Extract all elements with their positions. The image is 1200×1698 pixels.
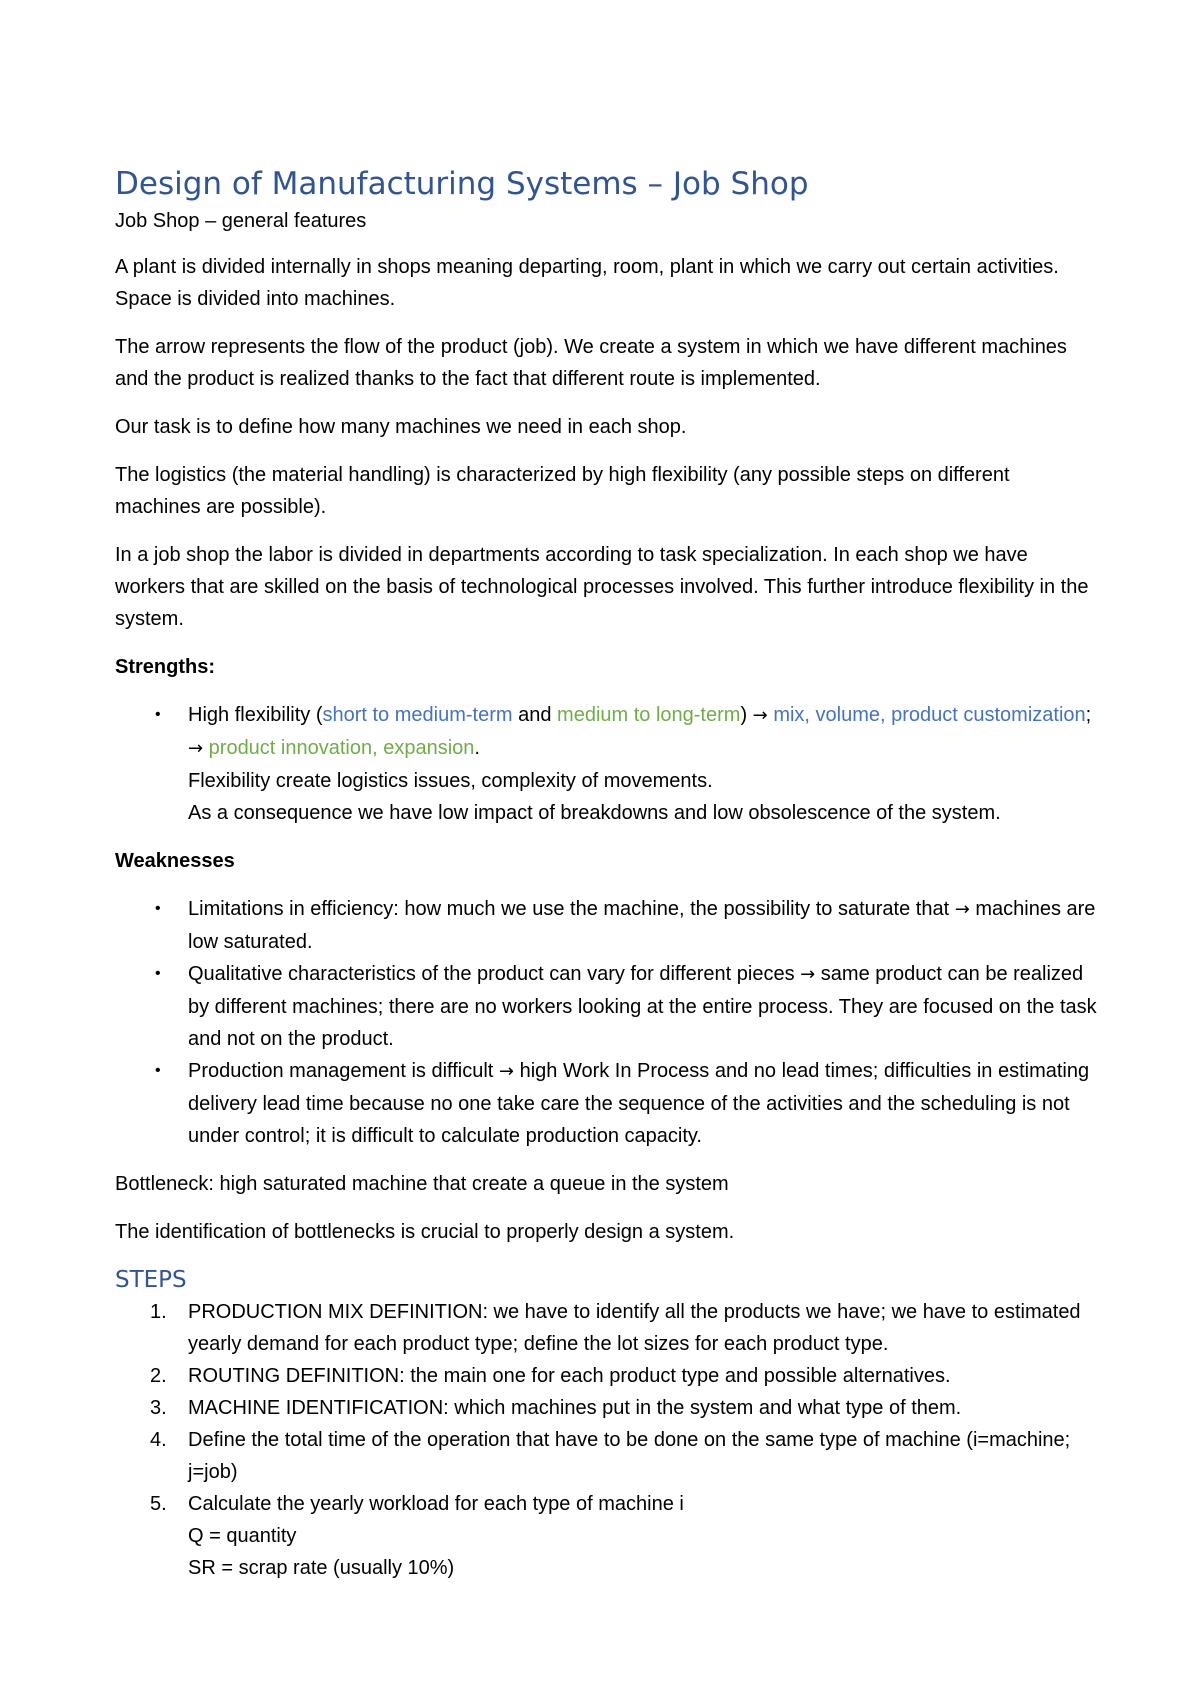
arrow-right-icon: →	[954, 899, 970, 920]
strength-text-and: and	[512, 704, 558, 726]
step-sub-line-scrap-rate: SR = scrap rate (usually 10%)	[188, 1557, 455, 1579]
weakness-text: Limitations in efficiency: how much we use the machine, the possibility to saturate that	[188, 898, 955, 920]
document-title: Design of Manufacturing Systems – Job Shop	[115, 166, 809, 202]
steps-heading: STEPS	[115, 1267, 187, 1293]
green-outcome-text: product innovation, expansion	[208, 737, 475, 759]
step-number: 5.	[150, 1493, 167, 1515]
document-page	[115, 165, 1100, 1600]
list-item	[115, 1392, 1100, 1424]
step-text: ROUTING DEFINITION: the main one for each product type and possible alternatives.	[188, 1365, 951, 1387]
weaknesses-list	[115, 893, 1100, 1152]
weakness-text: Qualitative characteristics of the product can vary for different pieces	[188, 963, 801, 985]
paragraph-task: Our task is to define how many machines we need in each shop.	[115, 416, 687, 438]
weaknesses-heading: Weaknesses	[115, 850, 235, 872]
step-text: MACHINE IDENTIFICATION: which machines put in the system and what type of them.	[188, 1397, 962, 1419]
arrow-right-icon: →	[188, 738, 204, 759]
step-number: 4.	[150, 1429, 167, 1451]
step-number: 2.	[150, 1365, 167, 1387]
step-number: 1.	[150, 1301, 167, 1323]
bullet-icon: •	[155, 1062, 161, 1079]
strength-text-prefix: High flexibility (	[188, 704, 323, 726]
paragraph-product-flow: The arrow represents the flow of the product (job). We create a system in which we have different machines and the product is realized thanks to the fact that different route is implemented.	[115, 336, 1067, 390]
list-item	[115, 1296, 1100, 1360]
section-subtitle: Job Shop – general features	[115, 210, 367, 232]
bullet-icon: •	[155, 706, 161, 723]
blue-outcome-text: mix, volume, product customization	[773, 704, 1086, 726]
weakness-text: Production management is difficult	[188, 1060, 499, 1082]
paragraph-bottleneck-identification: The identification of bottlenecks is crucial to properly design a system.	[115, 1221, 735, 1243]
arrow-right-icon: →	[498, 1061, 515, 1082]
strengths-list	[115, 699, 1100, 829]
arrow-right-icon: →	[752, 705, 768, 726]
step-text: Define the total time of the operation that have to be done on the same type of machine (i=machine; j=job)	[188, 1429, 1071, 1483]
paragraph-logistics: The logistics (the material handling) is characterized by high flexibility (any possible steps on different machines are possible).	[115, 464, 1010, 518]
list-item	[115, 958, 1100, 1055]
paragraph-labor: In a job shop the labor is divided in departments according to task specialization. In each shop we have workers that are skilled on the basis of technological processes involved. This further introduce flexibility in the system.	[115, 544, 1089, 630]
list-item	[115, 1360, 1100, 1392]
strength-line-3: As a consequence we have low impact of breakdowns and low obsolescence of the system.	[188, 802, 1001, 824]
strength-text-semicolon: ;	[1085, 704, 1092, 726]
strengths-heading: Strengths:	[115, 656, 215, 678]
bullet-icon: •	[155, 965, 161, 982]
arrow-right-icon: →	[800, 964, 816, 985]
paragraph-bottleneck: Bottleneck: high saturated machine that create a queue in the system	[115, 1173, 729, 1195]
weakness-text: high Work In Process and no lead times; difficulties in estimating delivery lead time because no one take care the sequence of the activities and the scheduling is not under control; it is difficult to calculate production capacity.	[188, 1060, 1090, 1147]
short-term-text: short to medium-term	[322, 704, 513, 726]
strength-text-period: .	[474, 737, 480, 759]
weakness-text: machines are low saturated.	[188, 898, 1096, 953]
weakness-text: same product can be realized by different machines; there are no workers looking at the entire process. They are focused on the task and not on the product.	[188, 963, 1097, 1050]
list-item	[115, 699, 1100, 829]
step-number: 3.	[150, 1397, 167, 1419]
list-item	[115, 1488, 1100, 1584]
strength-line-2: Flexibility create logistics issues, complexity of movements.	[188, 770, 713, 792]
list-item	[115, 1055, 1100, 1152]
paragraph-plant-division: A plant is divided internally in shops meaning departing, room, plant in which we carry out certain activities. Space is divided into machines.	[115, 256, 1059, 310]
steps-list	[115, 1296, 1100, 1584]
list-item	[115, 893, 1100, 958]
step-sub-line-quantity: Q = quantity	[188, 1525, 297, 1547]
long-term-text: medium to long-term	[557, 704, 741, 726]
bullet-icon: •	[155, 900, 161, 917]
step-text: PRODUCTION MIX DEFINITION: we have to identify all the products we have; we have to estimated yearly demand for each product type; define the lot sizes for each product type.	[188, 1301, 1081, 1355]
step-text: Calculate the yearly workload for each type of machine i	[188, 1493, 684, 1515]
list-item	[115, 1424, 1100, 1488]
strength-text-close: )	[740, 704, 753, 726]
